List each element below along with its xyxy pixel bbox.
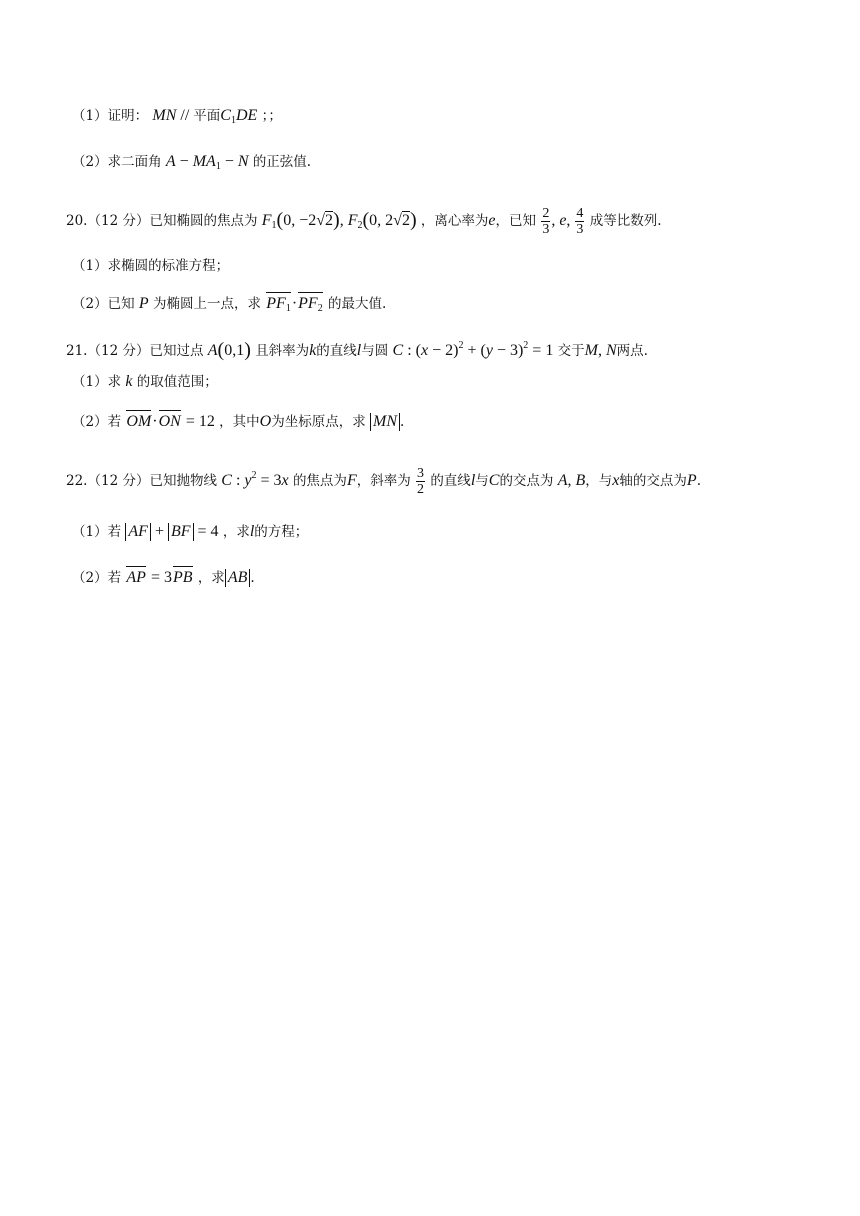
math-abs-af: AF — [125, 523, 151, 541]
q19-part1: （1）证明： MN // 平面$C_1DE$ ；； — [72, 107, 282, 126]
math-vector-pf2: $PF_2$ — [298, 292, 323, 319]
q20-stem: 20.（12 分）已知椭圆的焦点为 $F_1(0$, −2√2), $F_2(0$, 2√2) ，离心率为e，已知 $\frac{2}{3}$ , e, $\frac{4}{3}$ 成等比数列. — [66, 206, 662, 237]
q20-part2: （2）已知 P 为椭圆上一点，求 $PF_1\cdot PF_2$ 的最大值. — [72, 292, 386, 319]
math-abs-bf: BF — [168, 523, 194, 541]
math-parabola: C — [221, 472, 232, 489]
math-dihedral-angle: A — [165, 153, 176, 170]
fraction-three-halves: $\frac{3}{2}$ — [417, 466, 425, 497]
math-foci: $F_1$ — [261, 212, 277, 231]
fraction-two-thirds: $\frac{2}{3}$ — [542, 206, 550, 237]
q19-part2: （2）求二面角 $A - MA_1 - N$ 的正弦值. — [72, 153, 312, 172]
math-circle-c: C — [392, 342, 404, 359]
math-point-a: A — [207, 342, 218, 359]
math-vector-ap: AP — [126, 566, 146, 588]
math-plane-c1de: $C_1DE$ — [220, 107, 258, 126]
q22-part1: （1）若 AF + BF = 4 ，求l的方程； — [72, 523, 309, 540]
math-e: e — [488, 212, 496, 229]
q21-stem: 21.（12 分）已知过点 A(0,1) 且斜率为k的直线l与圆 C : $(x - 2)^2 + (y - 3)^2 = 1$ 交于M, N两点. — [66, 339, 648, 361]
math-mn-parallel: MN — [152, 107, 177, 124]
math-vector-pf1: $PF_1$ — [266, 292, 291, 319]
fraction-four-thirds: $\frac{4}{3}$ — [576, 206, 584, 237]
math-vector-pb: PB — [173, 566, 193, 588]
math-abs-mn: MN — [370, 413, 400, 431]
math-vector-om: OM — [126, 410, 151, 432]
q22-part2: （2）若 AP = 3PB ，求 AB . — [72, 566, 255, 588]
math-abs-ab: AB — [225, 569, 251, 587]
math-vector-on: ON — [159, 410, 181, 432]
q20-part1: （1）求椭圆的标准方程； — [72, 258, 230, 274]
math-p: P — [138, 295, 149, 312]
q21-part1: （1）求 k 的取值范围； — [72, 373, 218, 390]
q22-stem: 22.（12 分）已知抛物线 C : $y^2 = 3x$ 的焦点为F，斜率为 $\frac{3}{2}$ 的直线l与C的交点为 A, B，与x轴的交点为P. — [66, 466, 701, 497]
q21-part2: （2）若 OM·ON = 12 ，其中O为坐标原点，求 MN . — [72, 410, 404, 432]
